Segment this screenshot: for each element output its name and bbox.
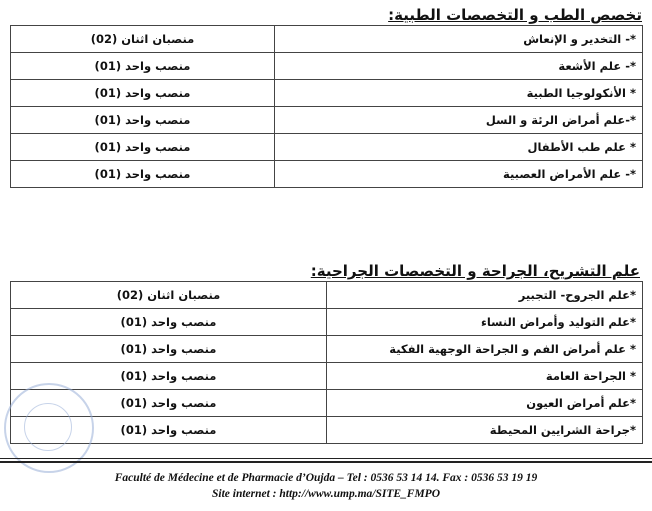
- specialty-name: *- التخدير و الإنعاش: [275, 26, 643, 53]
- stamp-inner-ring: [24, 403, 72, 451]
- table-row: [11, 363, 643, 390]
- specialty-name: * الأنكولوجيا الطبية: [275, 80, 643, 107]
- footer-divider: [0, 458, 652, 459]
- section1-heading: تخصص الطب و التخصصات الطبية:: [388, 6, 642, 24]
- faculty-stamp: [4, 383, 94, 473]
- footer-divider-thick: [0, 461, 652, 463]
- table-row: [11, 282, 643, 309]
- post-count: منصب واحد (01): [11, 390, 327, 417]
- specialty-name: *- علم الأشعة: [275, 53, 643, 80]
- post-count: منصب واحد (01): [11, 53, 275, 80]
- table-row: [11, 390, 643, 417]
- post-count: منصب واحد (01): [11, 336, 327, 363]
- specialty-name: * علم أمراض الفم و الجراحة الوجهية الفكية: [327, 336, 643, 363]
- post-count: منصب واحد (01): [11, 161, 275, 188]
- table-row: [11, 417, 643, 444]
- specialty-name: * الجراحة العامة: [327, 363, 643, 390]
- post-count: منصب واحد (01): [11, 134, 275, 161]
- specialty-name: *جراحة الشرايين المحيطة: [327, 417, 643, 444]
- table-row: [11, 26, 643, 53]
- footer-website: Site internet : http://www.ump.ma/SITE_FMPO: [211, 488, 441, 500]
- specialty-name: *علم التوليد وأمراض النساء: [327, 309, 643, 336]
- footer-contact: Faculté de Médecine et de Pharmacie d’Oujda – Tel : 0536 53 14 14. Fax : 0536 53 19 19: [114, 472, 538, 484]
- specialty-name: *علم الجروح- التجبير: [327, 282, 643, 309]
- table-row: [11, 107, 643, 134]
- specialty-name: *علم أمراض العيون: [327, 390, 643, 417]
- post-count: منصب واحد (01): [11, 107, 275, 134]
- table-row: [11, 161, 643, 188]
- post-count: منصبان اثنان (02): [11, 282, 327, 309]
- specialty-name: * علم طب الأطفال: [275, 134, 643, 161]
- post-count: منصب واحد (01): [11, 309, 327, 336]
- post-count: منصب واحد (01): [11, 417, 327, 444]
- specialty-name: *-علم أمراض الرئة و السل: [275, 107, 643, 134]
- table-row: [11, 53, 643, 80]
- table-row: [11, 80, 643, 107]
- post-count: منصب واحد (01): [11, 80, 275, 107]
- post-count: منصبان اثنان (02): [11, 26, 275, 53]
- section2-table: [10, 281, 643, 444]
- section1-table: [10, 25, 643, 188]
- post-count: منصب واحد (01): [11, 363, 327, 390]
- table-row: [11, 336, 643, 363]
- specialty-name: *- علم الأمراض العصبية: [275, 161, 643, 188]
- section2-heading: علم التشريح، الجراحة و التخصصات الجراحية:: [310, 262, 640, 280]
- table-row: [11, 134, 643, 161]
- table-row: [11, 309, 643, 336]
